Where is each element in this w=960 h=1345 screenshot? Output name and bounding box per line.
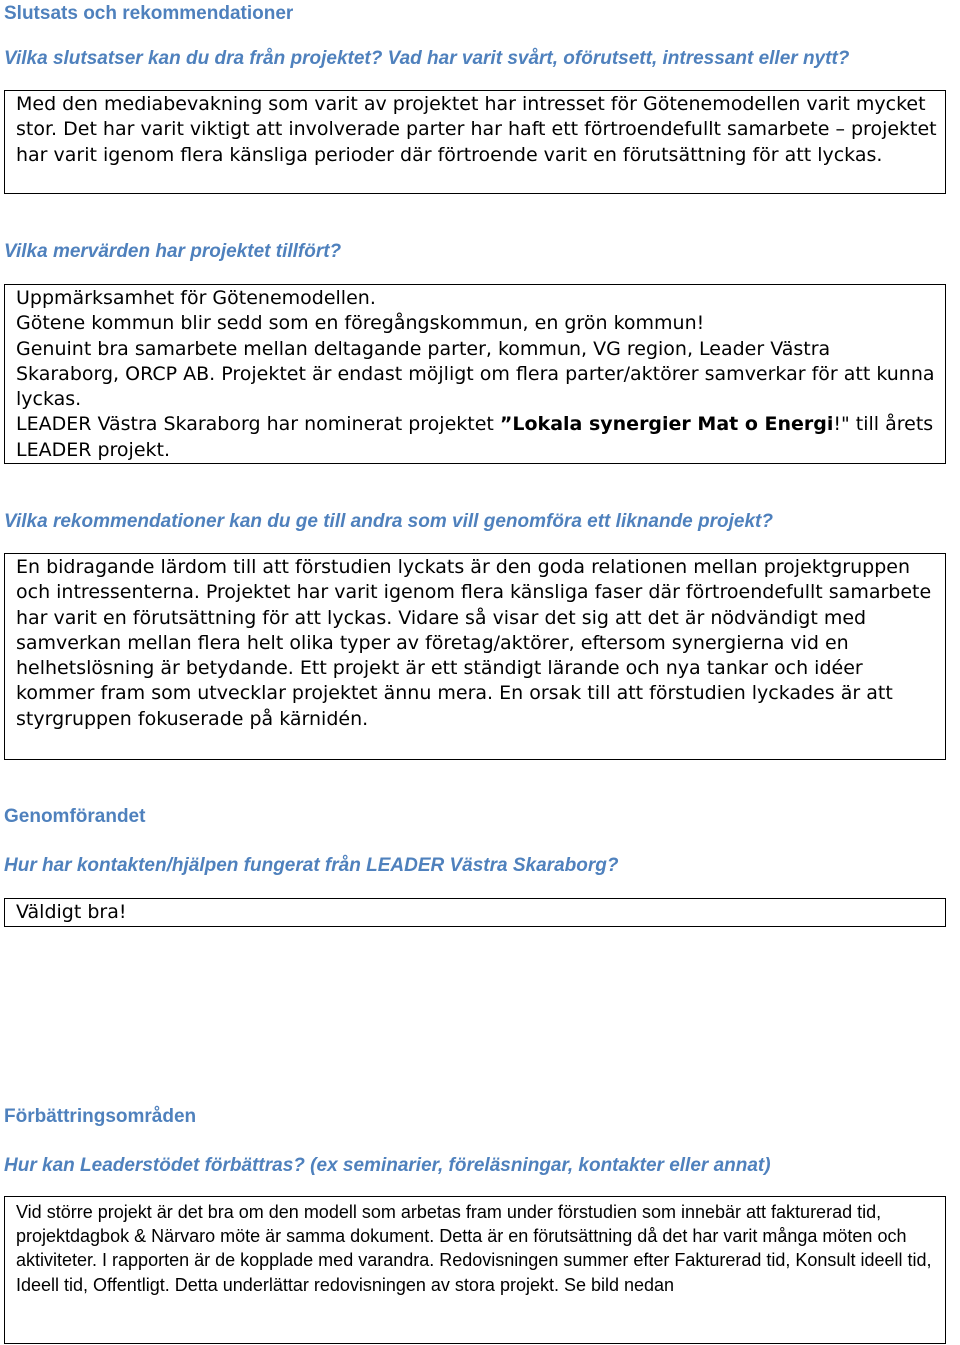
section-heading-improvement: Förbättringsområden [4, 1106, 197, 1127]
question-leader-contact: Hur har kontakten/hjälpen fungerat från LEADER Västra Skaraborg? [4, 855, 619, 876]
question-added-value: Vilka mervärden har projektet tillfört? [4, 241, 342, 262]
project-name: ”Lokala synergier Mat o Energi [499, 413, 834, 436]
nomination-suffix: !" till årets LEADER projekt. [16, 413, 934, 461]
answer-box-recommendations [4, 553, 946, 760]
question-recommendations: Vilka rekommendationer kan du ge till andra som vill genomföra ett liknande projekt? [4, 511, 773, 532]
answer-text-improvement: Vid större projekt är det bra om den modell som arbetas fram under förstudien som innebär att fakturerad tid, projektdagbok & Närvaro möte är samma dokument. Detta är en förutsättning då det har varit många möten och aktiviteter. I rapporten är de kopplade med varandra. Redovisningen summer efter Fakturerad tid, Konsult ideell tid, Ideell tid, Offentligt. Detta underlättar redovisningen av stora projekt. Se bild nedan [16, 1202, 932, 1295]
answer-box-conclusions [4, 90, 946, 194]
added-value-line-cooperation: Genuint bra samarbete mellan deltagande parter, kommun, VG region, Leader Västra Skaraborg, ORCP AB. Projektet är endast möjligt om flera parter/aktörer samverkar för att kunna lyckas. [16, 337, 935, 411]
question-improvement: Hur kan Leaderstödet förbättras? (ex seminarier, föreläsningar, kontakter eller annat) [4, 1155, 771, 1176]
answer-text-leader-contact: Väldigt bra! [16, 901, 127, 923]
section-heading-implementation: Genomförandet [4, 806, 146, 827]
answer-text-conclusions: Med den mediabevakning som varit av projektet har intresset för Götenemodellen varit mycket stor. Det har varit viktigt att involverade parter har haft ett förtroendefullt samarbete – projektet har varit igenom flera känsliga perioder där förtroende varit en förutsättning för att lyckas. [16, 93, 937, 166]
section-heading-conclusions: Slutsats och rekommendationer [4, 3, 294, 24]
question-conclusions: Vilka slutsatser kan du dra från projektet? Vad har varit svårt, oförutsett, intressant eller nytt? [4, 48, 850, 69]
answer-text-recommendations: En bidragande lärdom till att förstudien lyckats är den goda relationen mellan projektgruppen och intressenterna. Projektet har varit igenom flera känsliga faser där förtroendefullt samarbete har varit en förutsättning för att lyckas. Vidare så visar det sig att det är nödvändigt med samverkan mellan flera helt olika typer av företag/aktörer, eftersom synergierna vid en helhetslösning är betydande. Ett projekt är ett ständigt lärande och nya tankar och idéer kommer fram som utvecklar projektet ännu mera. En orsak till att förstudien lyckades är att styrgruppen fokuserade på kärnidén. [16, 556, 932, 730]
added-value-line-municipality: Götene kommun blir sedd som en föregångskommun, en grön kommun! [16, 312, 705, 335]
added-value-line-attention: Uppmärksamhet för Götenemodellen. [16, 287, 376, 309]
nomination-text: LEADER Västra Skaraborg har nominerat projektet [16, 413, 500, 436]
answer-box-added-value [4, 284, 946, 464]
answer-box-leader-contact [4, 898, 946, 927]
added-value-line-nomination [16, 412, 937, 463]
answer-box-improvement [4, 1196, 946, 1344]
